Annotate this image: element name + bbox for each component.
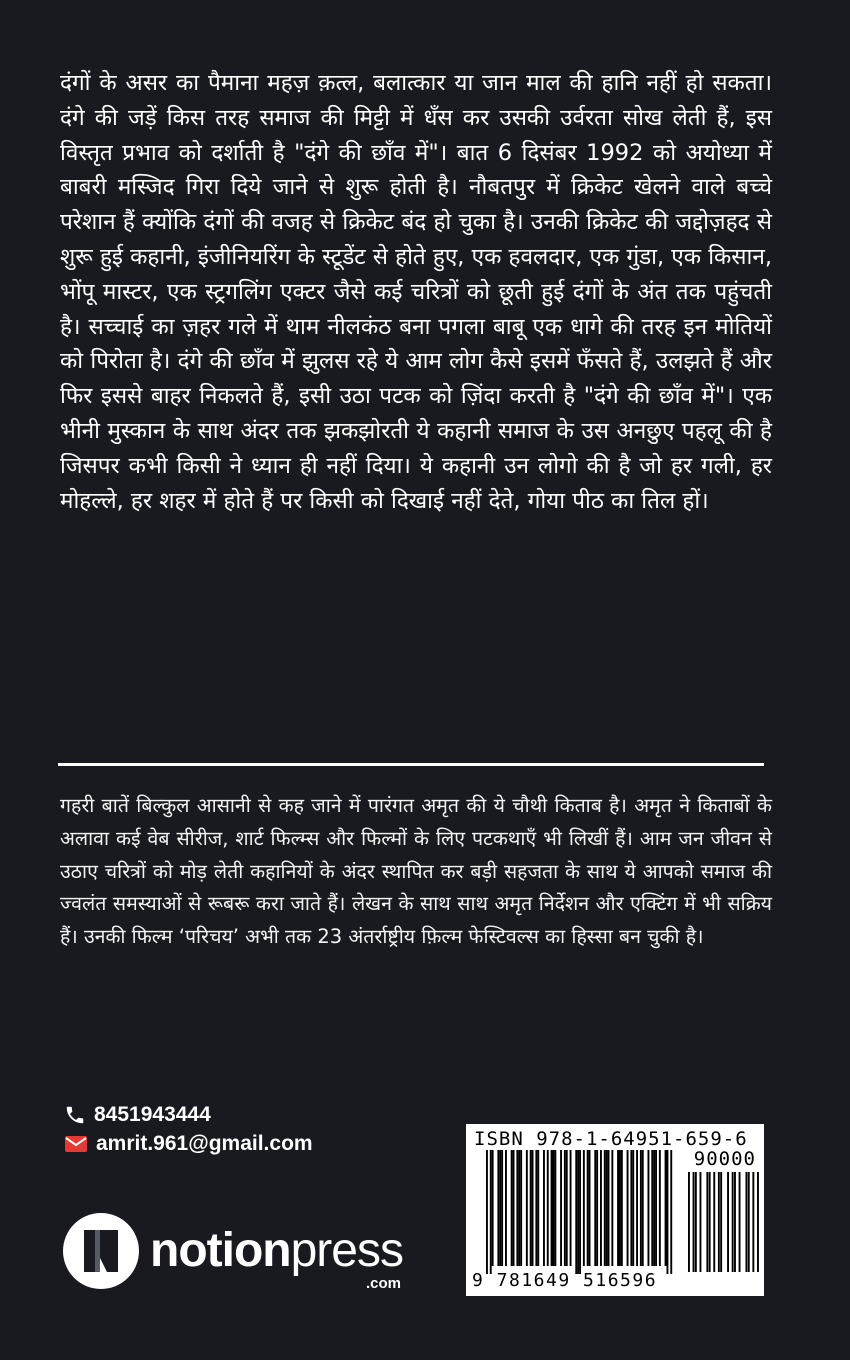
barcode-addon-bar [748,1172,750,1272]
barcode-bar [596,1150,598,1266]
barcode-addon-bar [732,1172,734,1272]
publisher-domain: .com [365,1275,401,1292]
contact-email [64,1132,313,1156]
barcode-bar [600,1150,602,1266]
barcode-addon-bar [709,1172,711,1272]
barcode-bar [579,1150,581,1274]
barcode-bar [490,1150,492,1274]
barcode-bar [642,1150,644,1266]
barcode-bar [606,1150,608,1266]
barcode-bar [589,1150,591,1266]
publisher-name-light: press [290,1224,403,1277]
isbn-barcode [466,1124,764,1296]
barcode-bar [648,1150,650,1266]
barcode-bar [570,1150,572,1266]
barcode-bar [594,1150,596,1266]
barcode-bar [653,1150,655,1266]
barcode-bar [554,1150,556,1266]
barcode-addon-bar [693,1172,695,1272]
barcode-addon-bar [734,1172,736,1272]
notionpress-n-logo [62,1212,140,1290]
publisher-name-bold: notion [150,1224,291,1277]
publisher-logo [62,1212,403,1290]
barcode-bar [560,1150,562,1266]
barcode-bar [665,1150,667,1266]
mail-icon [64,1134,88,1154]
price-code: 90000 [693,1148,756,1170]
barcode-bar [659,1150,661,1266]
phone-icon [64,1104,86,1126]
barcode-addon-bar [713,1172,715,1272]
barcode-bar [617,1150,619,1266]
barcode-bar [564,1150,566,1266]
ean-digits: 9 781649 516596 [472,1270,658,1291]
barcode-bar [486,1150,488,1274]
barcode-bar [499,1150,501,1266]
barcode-bar [520,1150,522,1266]
barcode-addon-bar [757,1172,759,1272]
barcode-bar [526,1150,528,1266]
divider [58,763,764,766]
barcode-bar [547,1150,549,1266]
barcode-addon-bar [739,1172,741,1272]
barcode-bar [611,1150,613,1266]
barcode-bar [621,1150,623,1266]
barcode-bar [537,1150,539,1266]
back-cover-blurb: दंगों के असर का पैमाना महज़ क़त्ल, बलात्कार या जान माल की हानि नहीं हो सकता। दंगे की जड़ें किस तरह समाज की मिट्टी में धँस कर उसकी उर्वरता सोख लेती हैं, इस विस्तृत प्रभाव को दर्शाती है "दंगे की छाँव में"। बात 6 दिसंबर 1992 को अयोध्या में बाबरी मस्जिद गिरा दिये जाने से शुरू होती है। नौबतपुर में क्रिकेट खेलने वाले बच्चे परेशान हैं क्योंकि दंगों की वजह से क्रिकेट बंद हो चुका है। उनकी क्रिकेट की जद्दोज़हद से शुरू हुई कहानी, इंजीनियरिंग के स्टूडेंट से होते हुए, एक हवलदार, एक गुंडा, एक किसान, भोंपू मास्टर, एक स्ट्रगलिंग एक्टर जैसे कई चरित्रों को छूती हुई दंगों के अंत तक पहुंचती है। सच्चाई का ज़हर गले में थाम नीलकंठ बना पगला बाबू एक धागे की तरह इन मोतियों को पिरोता है। दंगे की छाँव में झुलस रहे ये आम लोग कैसे इसमें फँसते हैं, उलझते हैं और फिर इससे बाहर निकलते हैं, इसी उठा पटक को ज़िंदा करती है "दंगे की छाँव में"। एक भीनी मुस्कान के साथ अंदर तक झकझोरती ये कहानी समाज के उस अनछुए पहलू की है जिसपर कभी किसी ने ध्यान ही नहीं दिया। ये कहानी उन लोगो की है जो हर गली, हर मोहल्ले, हर शहर में होते हैं पर किसी को दिखाई नहीं देते, गोया पीठ का तिल हों। [60,70,772,514]
barcode-addon-bar [695,1172,697,1272]
barcode-bar [518,1150,520,1266]
barcode-addon-bar [752,1172,754,1272]
barcode-addon-bar [718,1172,720,1272]
contact-phone [64,1103,211,1127]
barcode-bar [535,1150,537,1266]
barcode-bar [627,1150,629,1266]
barcode-bar [636,1150,638,1266]
barcode-bar [604,1150,606,1266]
barcode-bar [640,1150,642,1266]
barcode-bar [551,1150,553,1266]
barcode-bar [505,1150,507,1266]
publisher-wordmark [150,1224,403,1292]
barcode-bar [630,1150,632,1266]
barcode-bar [670,1150,672,1274]
author-bio: गहरी बातें बिल्कुल आसानी से कह जाने में पारंगत अमृत की ये चौथी किताब है। अमृत ने किताबों के अलावा कई वेब सीरीज, शार्ट फिल्म्स और फिल्मों के लिए पटकथाएँ भी लिखीं हैं। आम जन जीवन से उठाए चरित्रों को मोड़ लेती कहानियों के अंदर स्थापित कर बड़ी सहजता के साथ ये आपको समाज की ज्वलंत समस्याओं से रूबरू करा जाते हैं। लेखन के साथ साथ अमृत निर्देशन और एक्टिंग में भी सक्रिय हैं। उनकी फिल्म ‘परिचय’ अभी तक 23 अंतर्राष्ट्रीय फ़िल्म फेस्टिवल्स का हिस्सा बन चुकी है। [60,794,772,949]
barcode-addon-bar [706,1172,708,1272]
barcode-bar [553,1150,555,1266]
barcode-addon-bar [746,1172,748,1272]
barcode-bar [608,1150,610,1266]
barcode-bar [619,1150,621,1266]
barcode-bar [530,1150,532,1266]
barcode-bar [583,1150,585,1266]
email-address: amrit.961@gmail.com [96,1132,313,1155]
isbn-label: ISBN 978-1-64951-659-6 [474,1128,748,1150]
barcode-bar [511,1150,513,1266]
barcode-bar [651,1150,653,1266]
barcode-bar [575,1150,577,1274]
barcode-bar [587,1150,589,1266]
phone-number: 8451943444 [94,1103,211,1126]
barcode-bar [532,1150,534,1266]
barcode-addon-bar [700,1172,702,1272]
barcode-bar [655,1150,657,1266]
barcode-bar [501,1150,503,1266]
barcode-bar [632,1150,634,1266]
barcode-bar [497,1150,499,1266]
barcode-bar [667,1150,669,1274]
barcode-addon-bar [720,1172,722,1272]
barcode-bar [516,1150,518,1266]
barcode-bar [543,1150,545,1266]
barcode-bar [566,1150,568,1266]
barcode-bar [492,1150,494,1266]
barcode-bar [513,1150,515,1266]
barcode-bar [577,1150,579,1274]
barcode-addon-bar [688,1172,690,1272]
barcode-addon-bar [727,1172,729,1272]
